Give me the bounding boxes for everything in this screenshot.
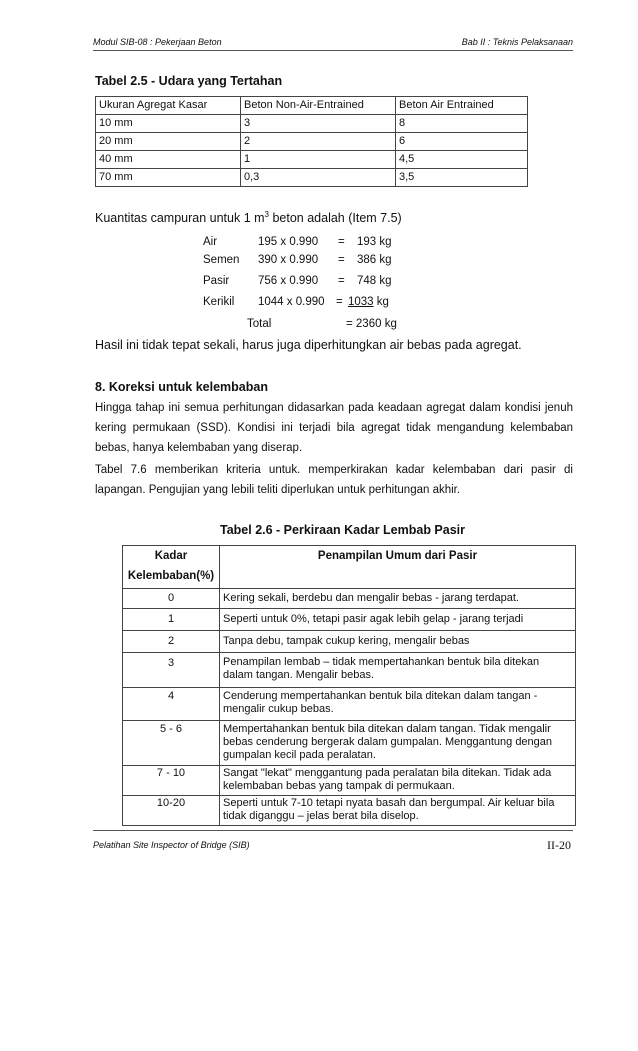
ingredient-calc: 195 x 0.990 [258,236,319,248]
table-cell: 10 mm [96,115,241,133]
table-cell: 3,5 [396,169,528,187]
ingredient-name: Semen [203,254,240,266]
paragraph: Tabel 7.6 memberikan kriteria untuk. memperkirakan kadar kelembaban dari pasir di lapangan. Pengujian yang lebili teliti diperlukan untuk perhitungan akhir. [95,464,573,496]
sand-description: Kering sekali, berdebu dan mengalir bebas - jarang terdapat. [220,589,576,609]
ingredient-calc: 1044 x 0.990 [258,296,325,308]
ingredient-result: 386 kg [357,254,392,266]
table-row [96,115,528,133]
table-cell: 4,5 [396,151,528,169]
ingredient-calc: 390 x 0.990 [258,254,319,266]
quantities-intro-a: Kuantitas campuran untuk 1 m [95,211,265,226]
moisture-value: 10-20 [123,796,220,826]
table-2-6 [122,545,576,826]
sand-description: Seperti untuk 0%, tetapi pasir agak lebih gelap - jarang terjadi [220,609,576,631]
quantities-note: Hasil ini tidak tepat sekali, harus juga diperhitungkan air bebas pada agregat. [95,338,522,352]
table-row [123,688,576,721]
page-number: II-20 [547,838,571,852]
result-unit: kg [373,296,389,308]
table-row [96,151,528,169]
table-row [123,766,576,796]
sand-description: Tanpa debu, tampak cukup kering, mengalir bebas [220,631,576,653]
subtotal-underlined: 1033 [348,296,374,308]
section-heading: 8. Koreksi untuk kelembaban [95,380,268,394]
table-2-5-title: Tabel 2.5 - Udara yang Tertahan [95,74,283,88]
moisture-value: 1 [123,609,220,631]
header-rule [93,50,573,51]
table-cell: 6 [396,133,528,151]
ingredient-name: Pasir [203,275,230,287]
table-cell: 0,3 [241,169,396,187]
table-row [96,133,528,151]
ingredient-eq: = [338,254,345,266]
total-value: = 2360 kg [346,318,397,330]
running-header-left: Modul SIB-08 : Pekerjaan Beton [93,37,222,47]
table-row [123,796,576,826]
footer-rule [93,830,573,831]
table-cell: 2 [241,133,396,151]
table-row [123,609,576,631]
ingredient-eq: = [338,275,345,287]
moisture-value: 4 [123,688,220,721]
moisture-value: 0 [123,589,220,609]
table-cell: 20 mm [96,133,241,151]
table-header-cell: Beton Non-Air-Entrained [241,97,396,115]
table-header-row [123,546,576,589]
ingredient-calc: 756 x 0.990 [258,275,319,287]
total-label: Total [247,318,272,330]
quantities-intro [95,210,402,225]
running-footer-left: Pelatihan Site Inspector of Bridge (SIB) [93,840,250,850]
table-row [123,653,576,688]
ingredient-eq: = [336,296,343,308]
table-row [123,589,576,609]
table-cell: 1 [241,151,396,169]
sand-description: Mempertahankan bentuk bila ditekan dalam tangan. Tidak mengalir bebas cenderung bergerak dalam gumpalan. Menggantung dengan gumpalan kecil pada peralatan. [220,721,576,766]
ingredient-eq: = [338,236,345,248]
table-row [123,631,576,653]
table-cell: 3 [241,115,396,133]
header-line: Kadar [154,550,188,562]
paragraph: Hingga tahap ini semua perhitungan didasarkan pada keadaan agregat dalam kondisi jenuh kering permukaan (SSD). Kondisi ini terjadi bila agregat tidak mengandung kelembaban bebas, hanya kelembaban yang diserap. [95,402,573,454]
sand-description: Penampilan lembab – tidak mempertahankan bentuk bila ditekan dalam tangan. Mengalir bebas. [220,653,576,688]
table-cell: 70 mm [96,169,241,187]
table-2-5 [95,96,528,187]
cubic-superscript: 3 [264,210,269,219]
moisture-value: 7 - 10 [123,766,220,796]
sand-description: Sangat "lekat" menggantung pada peralatan bila ditekan. Tidak ada kelembaban bebas yang tampak di permukaan. [220,766,576,796]
moisture-value: 5 - 6 [123,721,220,766]
table-header-cell: Penampilan Umum dari Pasir [220,546,576,589]
ingredient-name: Air [203,236,218,248]
sand-description: Seperti untuk 7-10 tetapi nyata basah dan bergumpal. Air keluar bila tidak diganggu – jelas berat bila diselop. [220,796,576,826]
ingredient-result: 193 kg [357,236,392,248]
header-line: Kelembaban(%) [127,570,215,582]
ingredient-result: 748 kg [357,275,392,287]
table-header-cell: Ukuran Agregat Kasar [96,97,241,115]
moisture-value: 3 [123,653,220,688]
table-row [123,721,576,766]
table-header-cell [123,546,220,589]
running-header-right: Bab II : Teknis Pelaksanaan [461,37,573,47]
ingredient-name: Kerikil [203,296,235,308]
sand-description: Cenderung mempertahankan bentuk bila ditekan dalam tangan - mengalir cukup bebas. [220,688,576,721]
table-2-6-title: Tabel 2.6 - Perkiraan Kadar Lembab Pasir [220,523,466,537]
table-header-cell: Beton Air Entrained [396,97,528,115]
quantities-intro-b: beton adalah (Item 7.5) [269,211,402,226]
table-cell: 8 [396,115,528,133]
ingredient-result [348,296,389,308]
table-cell: 40 mm [96,151,241,169]
moisture-value: 2 [123,631,220,653]
table-header-row [96,97,528,115]
table-row [96,169,528,187]
